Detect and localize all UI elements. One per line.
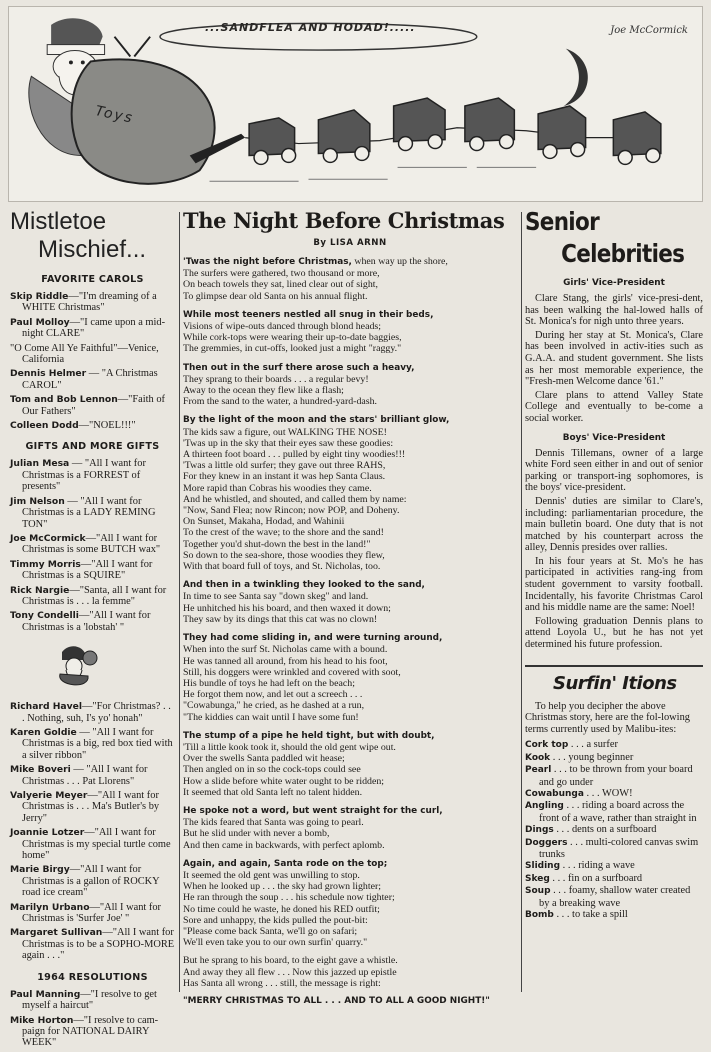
glossary-term [525,824,703,836]
stanza-lead: While most teeners nestled all snug in their beds, [183,309,434,320]
poem-line: It seemed that old Santa left no talent hidden. [183,786,363,798]
poem-line: "Cowabunga," he cried, as he dashed at a run, [183,700,365,712]
surf-glossary [525,739,703,921]
poem-line [183,414,517,426]
mischief-entry [10,343,175,366]
poem-column [183,206,517,1007]
illustration-caption: ...SANDFLEA AND HODAD!..... [205,21,416,34]
entry-text: — "All I want for Christmas . . . Pat Llorens" [22,764,148,787]
glossary-term [525,752,703,764]
mistletoe-title-line2: Mischief... [38,236,147,263]
entry-name: Timmy Morris [10,558,81,570]
poem-line: "Now, Sand Flea; now Rincon; now POP, and Doheny. [183,505,400,517]
mischief-entry [10,727,175,761]
entry-text: —"For Christmas? . . . Nothing, suh, I's yo' honah" [22,701,171,724]
entry-text: — "All I want for Christmas is a LADY REMING TON" [22,495,156,530]
column-divider-right [521,212,522,992]
mischief-entry [10,496,175,530]
surfin-itions-box [525,665,703,922]
poem-stanza [183,579,517,625]
poem-line: When he looked up . . . the sky had grown lighter; [183,881,382,893]
poem-stanza [183,256,517,302]
mischief-entry [10,989,175,1012]
mischief-entry [10,701,175,724]
entry-text: —"All I want for Christmas is a SQUIRE" [22,558,153,582]
term-definition: . . . young beginner [550,751,634,763]
stanza-lead: The stump of a pipe he held tight, but with doubt, [183,730,435,741]
poem-byline: By LISA ARNN [313,238,387,248]
mischief-entry [10,291,175,314]
entry-name: Dennis Helmer [10,368,87,380]
entry-name: Karen Goldie [10,726,77,738]
senior-title-line2: Celebrities [561,239,685,268]
term-word: Angling [525,801,564,812]
article-paragraph: Clare plans to attend Valley State College and eventually to be-come a social worker. [525,389,703,424]
poem-line: So down to the sea-shore, those woodies they flew, [183,549,385,561]
entry-text: — "A Christmas CAROL" [22,368,158,391]
mischief-entry [10,927,175,961]
entry-text: —"I came upon a mid-night CLARE" [22,316,166,340]
poem-stanza [183,858,517,949]
mischief-entry [10,764,175,787]
poem-line: On beach towels they sat, lined clear out of sight, [183,279,378,291]
poem-line [183,632,517,644]
glossary-term [525,909,703,921]
girls-vp-article [525,293,703,425]
poem-stanza [183,805,517,851]
article-paragraph: In his four years at St. Mo's he has participated in activities rang-ing from student government to varsity football. Incidentally, his favorite Christmas Carol and his middle name are the same: Noel! [525,555,703,614]
mischief-entry [10,1015,175,1049]
term-word: Pearl [525,765,552,776]
poem-line: The kids feared that Santa was going to pearl. [183,817,364,829]
entry-text: —"NOEL!!!" [78,420,136,432]
poem-line: When into the surf St. Nicholas came with a bound. [183,644,388,656]
poem-line: In time to see Santa say "down skeg" and land. [183,591,369,603]
mistletoe-title [10,208,175,264]
entry-text: —"All I want for Christmas is . . . Ma's Butler's by Jerry" [22,790,160,824]
poem-line: A thirteen foot board . . . pulled by eight tiny woodies!!! [183,449,406,461]
poem-line: And he whistled, and shouted, and called them by name: [183,493,407,505]
entry-text: "O Come All Ye Faithful"—Venice, California [10,342,159,366]
senior-column [525,206,703,922]
section-heading: 1964 RESOLUTIONS [37,971,148,983]
mischief-entry [10,533,175,556]
term-definition: . . . to take a spill [553,909,628,921]
term-word: Cowabunga [525,789,584,800]
poem-title: The Night Before Christmas [183,208,505,233]
poem-line: Then angled on in so the cock-tops could see [183,764,361,776]
glossary-term [525,860,703,872]
poem-line: We'll even take you to our own surfin' quarry." [183,937,368,949]
glossary-term [525,837,703,861]
stanza-lead: Then out in the surf there arose such a heavy, [183,362,415,373]
entry-name: Joe McCormick [10,532,86,544]
entry-name: Tom and Bob Lennon [10,394,118,406]
poem-line: And then came in backwards, with perfect aplomb. [183,839,385,851]
entry-text: —"All I want for Christmas is to be a SOPHO-MORE again . . ." [22,927,175,962]
column-divider-left [179,212,180,992]
entry-name: Tony Condelli [10,610,79,622]
term-definition: . . . WOW! [583,788,633,800]
toy-sack-label: Toys [93,103,136,127]
term-word: Sliding [525,861,561,872]
poem-line: No time could he waste, he doned his RED outfit; [183,903,380,915]
poem-line: More rapid than Cobras his woodies they came. [183,482,372,494]
term-definition: . . . multi-colored canvas swim trunks [539,836,699,861]
poem-line [183,362,517,374]
poem-line: But he slid under with never a bomb, [183,828,330,840]
poem-stanza [183,632,517,723]
mischief-entry [10,420,175,431]
entry-text: —"I resolve to cam-paign for NATIONAL DAIRY WEEK" [22,1014,159,1049]
entry-text: —"All I want for Christmas is a gallon of ROCKY road ice cream" [22,864,160,899]
entry-name: Margaret Sullivan [10,927,103,939]
mischief-entry [10,585,175,608]
poem-line: They sprang to their boards . . . a regular bevy! [183,373,369,385]
artist-signature: Joe McCormick [610,25,688,36]
poem-line: He was tanned all around, from his head to his foot, [183,655,388,667]
mischief-entry [10,902,175,925]
section-heading: GIFTS AND MORE GIFTS [25,441,160,453]
glossary-term [525,800,703,824]
poem-line: The gremmies, in cut-offs, looked just a might "raggy." [183,343,402,355]
mistletoe-column [10,206,175,1052]
entry-name: Richard Havel [10,701,82,713]
mischief-entry [10,368,175,391]
poem-line [183,858,517,870]
poem-stanza [183,414,517,572]
article-paragraph: Dennis' duties are similar to Clare's, including: parliamentarian procedure, the main bulletin board. One duty that is not matched by his counterpart across the alley, Dennis presides over rallies. [525,495,703,554]
poem-line: 'Till a little kook took it, should the old gent wipe out. [183,741,396,753]
stanza-lead: And then in a twinkling they looked to the sand, [183,580,425,591]
entry-name: Mike Boveri [10,764,71,776]
poem-line: And away they all flew . . . Now this jazzed up epistle [183,966,397,978]
poem-line: Still, his doggers were wrinkled and covered with soot, [183,666,401,678]
senior-title [525,206,685,270]
glossary-term [525,885,703,909]
poem-line: His bundle of toys he had left on the beach; [183,677,355,689]
poem-line: From the sand to the water, a hundred-yard-dash. [183,396,378,408]
stanza-lead: By the light of the moon and the stars' brilliant glow, [183,415,450,426]
poem-line: Away to the ocean they flew like a flash; [183,385,344,397]
poem-line [183,579,517,591]
entry-name: Jim Nelson [10,495,65,507]
poem-line: But he sprang to his board, to the eight gave a whistle. [183,955,398,967]
entry-name: Skip Riddle [10,291,69,302]
mistletoe-title-line1: Mistletoe [10,208,107,235]
santa-icon [48,642,100,692]
entry-name: Rick Nargie [10,584,70,596]
boys-vp-heading: Boys' Vice-President [562,432,666,443]
poem-stanza [183,362,517,408]
poem-line: The surfers were gathered, two thousand or more, [183,268,380,280]
entry-text: — "All I want for Christmas is a FORREST of presents" [22,458,146,493]
entry-text: —"Santa, all I want for Christmas is . . . la femme" [22,584,167,607]
senior-title-line1: Senior [525,207,600,236]
glossary-term [525,764,703,788]
term-definition: . . . fin on a surfboard [549,872,643,884]
poem-line: With that board full of toys, and St. Nicholas, too. [183,561,381,573]
poem-body [183,256,517,989]
term-definition: . . . a surfer [568,739,618,751]
section-heading: FAVORITE CAROLS [41,274,144,285]
article-paragraph: Dennis Tillemans, owner of a large white Ford seen either in and out of senior parking or transport-ing sophomores, is the boys' vice-president. [525,447,703,494]
mischief-entry [10,394,175,417]
poem-line: They saw by its dings that this cat was no clown! [183,613,378,625]
term-definition: . . . dents on a surfboard [553,824,657,836]
poem-line: For they knew in an instant it was hep Santa Claus. [183,471,386,483]
poem-line: 'Twas a little old surfer; they gave out three RAHS, [183,460,386,472]
boys-vp-article [525,448,703,651]
entry-name: Paul Manning [10,988,81,1000]
poem-line: The kids saw a figure, out WALKING THE NOSE! [183,426,387,438]
poem-finale: "MERRY CHRISTMAS TO ALL . . . AND TO ALL A GOOD NIGHT!" [183,995,490,1006]
term-definition: . . . to be thrown from your board and go under [539,764,693,788]
term-word: Skeg [525,873,550,884]
poem-line: How a slide before white water ought to be ridden; [183,775,385,787]
poem-line: He ran through the soup . . . his schedule now tighter; [183,892,395,904]
poem-line: On Sunset, Makaha, Hodad, and Wahinii [183,516,345,528]
mischief-entry [10,790,175,824]
stanza-lead: 'Twas the night before Christmas, [183,257,352,267]
girls-vp-heading: Girls' Vice-President [563,278,665,288]
surfin-itions-intro: To help you decipher the above Christmas story, here are the fol-lowing terms currently used by Malibu-ites: [525,700,690,735]
poem-line: Over the swells Santa paddled wit hease; [183,753,345,765]
poem-stanza [183,730,517,798]
entry-text: —"I resolve to get myself a haircut" [22,988,157,1012]
article-paragraph: Following graduation Dennis plans to attend Loyola U., but he has not yet determined his future profession. [525,615,703,651]
mistletoe-sections [10,274,175,1049]
article-paragraph: During her stay at St. Monica's, Clare has been involved in activ-ities such as G.A.A. and student government. She lists as her most memorable experience, the "Fresh-men Welcome dance '61." [525,329,703,388]
poem-stanza [183,309,517,355]
entry-name: Marilyn Urbano [10,901,90,913]
entry-text: —"All I want for Christmas is some BUTCH wax" [22,532,161,556]
entry-name: Paul Molloy [10,316,70,328]
poem-line [183,256,517,268]
mischief-entry [10,458,175,492]
term-definition: . . . riding a wave [560,860,635,872]
stanza-lead: He spoke not a word, but went straight for the curl, [183,805,443,816]
poem-line: To glimpse dear old Santa on his annual flight. [183,290,368,302]
poem-line: He unhitched his his board, and then waxed it down; [183,602,391,614]
glossary-term [525,739,703,751]
mischief-entry [10,610,175,633]
poem-line: Together you'd shut-down the best in the land!" [183,538,371,550]
mischief-entry [10,864,175,898]
santa-woodies-illustration [8,6,703,202]
entry-text: — "All I want for Christmas is a big, red box tied with a silver ribbon" [22,726,173,761]
entry-text: —"All I want for Christmas is 'Surfer Joe' " [22,901,162,925]
poem-line: "The kiddies can wait until I have some fun! [183,711,359,723]
entry-text: —"Faith of Our Fathers" [22,394,166,417]
poem-line: "Please come back Santa, we'll go on safari; [183,925,358,937]
poem-line [183,805,517,817]
poem-line: To the crest of the wave; to the shore and the sand! [183,527,384,539]
entry-text: —"I'm dreaming of a WHITE Christmas" [22,291,157,314]
mischief-entry [10,317,175,340]
term-word: Cork top [525,740,569,751]
term-word: Doggers [525,837,568,848]
poem-line: Sore and unhappy, the kids pulled the pout-bit: [183,914,368,926]
mischief-entry [10,559,175,582]
poem-line: 'Twas up in the sky that their eyes saw these goodies: [183,437,394,449]
entry-name: Mike Horton [10,1014,74,1026]
stanza-lead: Again, and again, Santa rode on the top; [183,858,388,869]
entry-name: Joannie Lotzer [10,827,85,839]
glossary-term [525,788,703,800]
surfin-itions-title: Surfin' Itions [553,672,677,694]
poem-line: It seemed the old gent was unwilling to stop. [183,869,360,881]
article-paragraph: Clare Stang, the girls' vice-presi-dent, has been walking the hal-lowed halls of St. Monica's for nigh unto three years. [525,293,703,328]
entry-name: Marie Birgy [10,864,70,876]
poem-line: While cork-tops were wearing their up-to-date baggies, [183,332,402,344]
entry-text: —"All I want for Christmas is my special turtle come home" [22,827,171,862]
poem-line [183,730,517,742]
poem-line: Visions of wipe-outs danced through blond heads; [183,321,381,333]
poem-line [183,309,517,321]
entry-name: Colleen Dodd [10,420,79,432]
term-word: Soup [525,886,551,897]
poem-line: He forgot them now, and let out a screech . . . [183,689,363,701]
stanza-lead: They had come sliding in, and were turning around, [183,633,443,644]
entry-text: —"All I want for Christmas is a 'lobstah' " [22,610,151,633]
term-word: Bomb [525,910,554,921]
term-word: Dings [525,825,554,836]
term-word: Kook [525,752,551,763]
illustration-drawing [9,7,702,201]
poem-stanza [183,955,517,989]
poem-line-text: when way up the shore, [351,256,448,267]
entry-name: Julian Mesa [10,458,70,470]
mischief-entry [10,827,175,861]
term-definition: . . . foamy, shallow water created by a breaking wave [539,885,691,909]
term-definition: . . . riding a board across the front of a wave, rather than straight in [539,800,697,824]
poem-line: Has Santa all wrong . . . still, the message is right: [183,977,381,989]
glossary-term [525,873,703,885]
entry-name: Valyerie Meyer [10,790,88,801]
